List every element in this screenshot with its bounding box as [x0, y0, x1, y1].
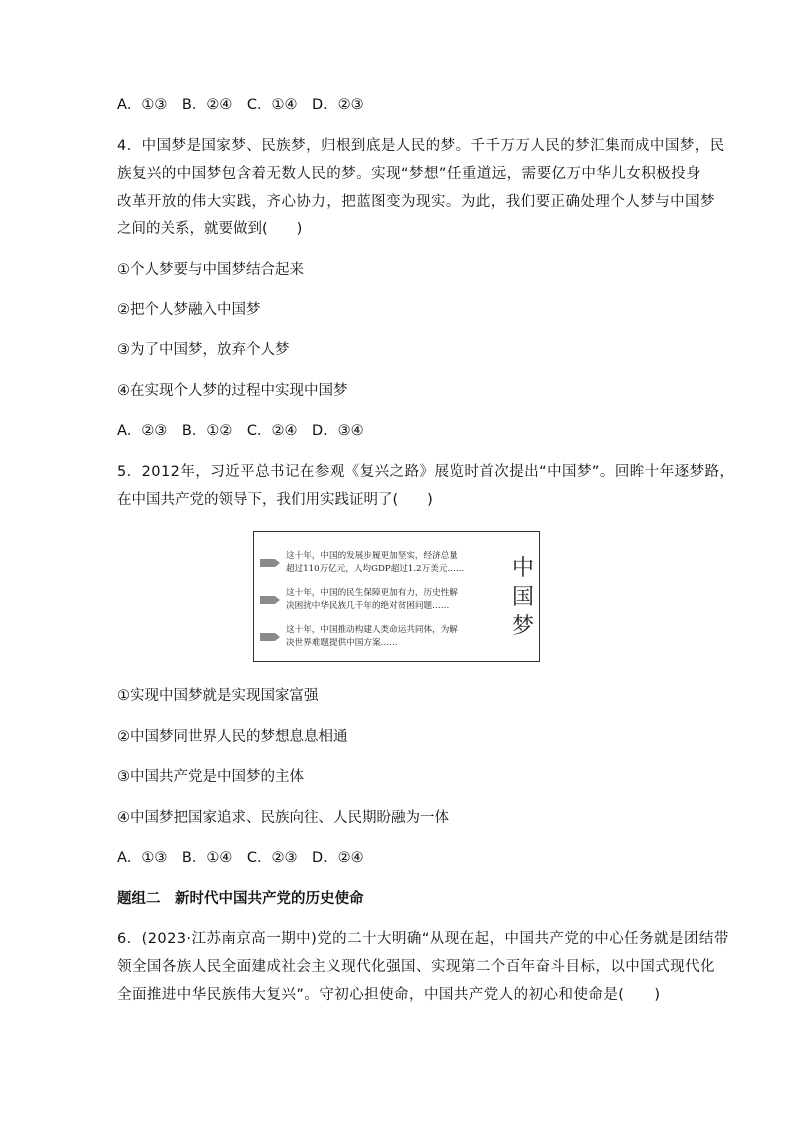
q4-option-1: ①个人梦要与中国梦结合起来 [117, 262, 304, 278]
q4-option-4: ④在实现个人梦的过程中实现中国梦 [117, 383, 348, 399]
q6-stem-line-1: 6．(2023·江苏南京高一期中)党的二十大明确“从现在起，中国共产党的中心任务就是团结带 [117, 931, 729, 947]
arrow-icon [260, 595, 280, 605]
q4-option-2: ②把个人梦融入中国梦 [117, 302, 261, 318]
figure-item-line: 决世界难题提供中国方案…… [286, 638, 398, 648]
figure-item-economy [260, 550, 500, 576]
q5-stem-line-1: 5．2012年，习近平总书记在参观《复兴之路》展览时首次提出“中国梦”。回眸十年逐梦路， [117, 464, 735, 480]
q5-stem-line-2: 在中国共产党的领导下，我们用实践证明了( ) [117, 492, 433, 508]
q4-option-3: ③为了中国梦，放弃个人梦 [117, 342, 290, 358]
q6-stem-line-2: 领全国各族人民全面建成社会主义现代化强国、实现第二个百年奋斗目标，以中国式现代化 [117, 959, 715, 975]
q5-option-3: ③中国共产党是中国梦的主体 [117, 769, 304, 785]
q4-stem-line-4: 之间的关系，就要做到( ) [117, 221, 303, 237]
arrow-icon [260, 632, 280, 642]
arrow-icon [260, 558, 280, 568]
q5-option-2: ②中国梦同世界人民的梦想息息相通 [117, 729, 348, 745]
china-dream-title [509, 554, 537, 641]
q5-option-4: ④中国梦把国家追求、民族向往、人民期盼融为一体 [117, 810, 449, 826]
dream-char: 梦 [511, 614, 534, 639]
figure-item-line: 这十年，中国的民生保障更加有力，历史性解 [286, 588, 458, 598]
q4-stem-line-3: 改革开放的伟大实践，齐心协力，把蓝图变为现实。为此，我们要正确处理个人梦与中国梦 [117, 194, 715, 210]
china-dream-figure [253, 531, 540, 662]
figure-item-text [286, 550, 465, 576]
figure-item-text [286, 624, 458, 650]
q4-stem-line-1: 4．中国梦是国家梦、民族梦，归根到底是人民的梦。千千万万人民的梦汇集而成中国梦，民 [117, 138, 725, 154]
figure-item-line: 这十年，中国推动构建人类命运共同体，为解 [286, 625, 458, 635]
figure-item-line: 决困扰中华民族几千年的绝对贫困问题…… [286, 601, 450, 611]
section-heading: 题组二 新时代中国共产党的历史使命 [117, 891, 364, 907]
q4-stem-line-2: 族复兴的中国梦包含着无数人民的梦。实现“梦想”任重道远，需要亿万中华儿女积极投身 [117, 166, 702, 182]
q5-answer-options: A．①③ B．①④ C．②③ D．②④ [117, 850, 364, 866]
figure-item-livelihood [260, 587, 500, 613]
q5-option-1: ①实现中国梦就是实现国家富强 [117, 688, 319, 704]
q4-answer-options: A．②③ B．①② C．②④ D．③④ [117, 423, 364, 439]
q6-stem-line-3: 全面推进中华民族伟大复兴”。守初心担使命，中国共产党人的初心和使命是( ) [117, 987, 661, 1003]
figure-item-text [286, 587, 458, 613]
q3-answer-options: A．①③ B．②④ C．①④ D．②③ [117, 97, 364, 113]
figure-item-line: 超过110万亿元，人均GDP超过1.2万美元…… [286, 564, 465, 574]
dream-char: 中 [511, 556, 534, 581]
dream-char: 国 [511, 585, 534, 610]
figure-item-community [260, 624, 500, 650]
figure-item-line: 这十年，中国的发展步履更加坚实，经济总量 [286, 551, 458, 561]
